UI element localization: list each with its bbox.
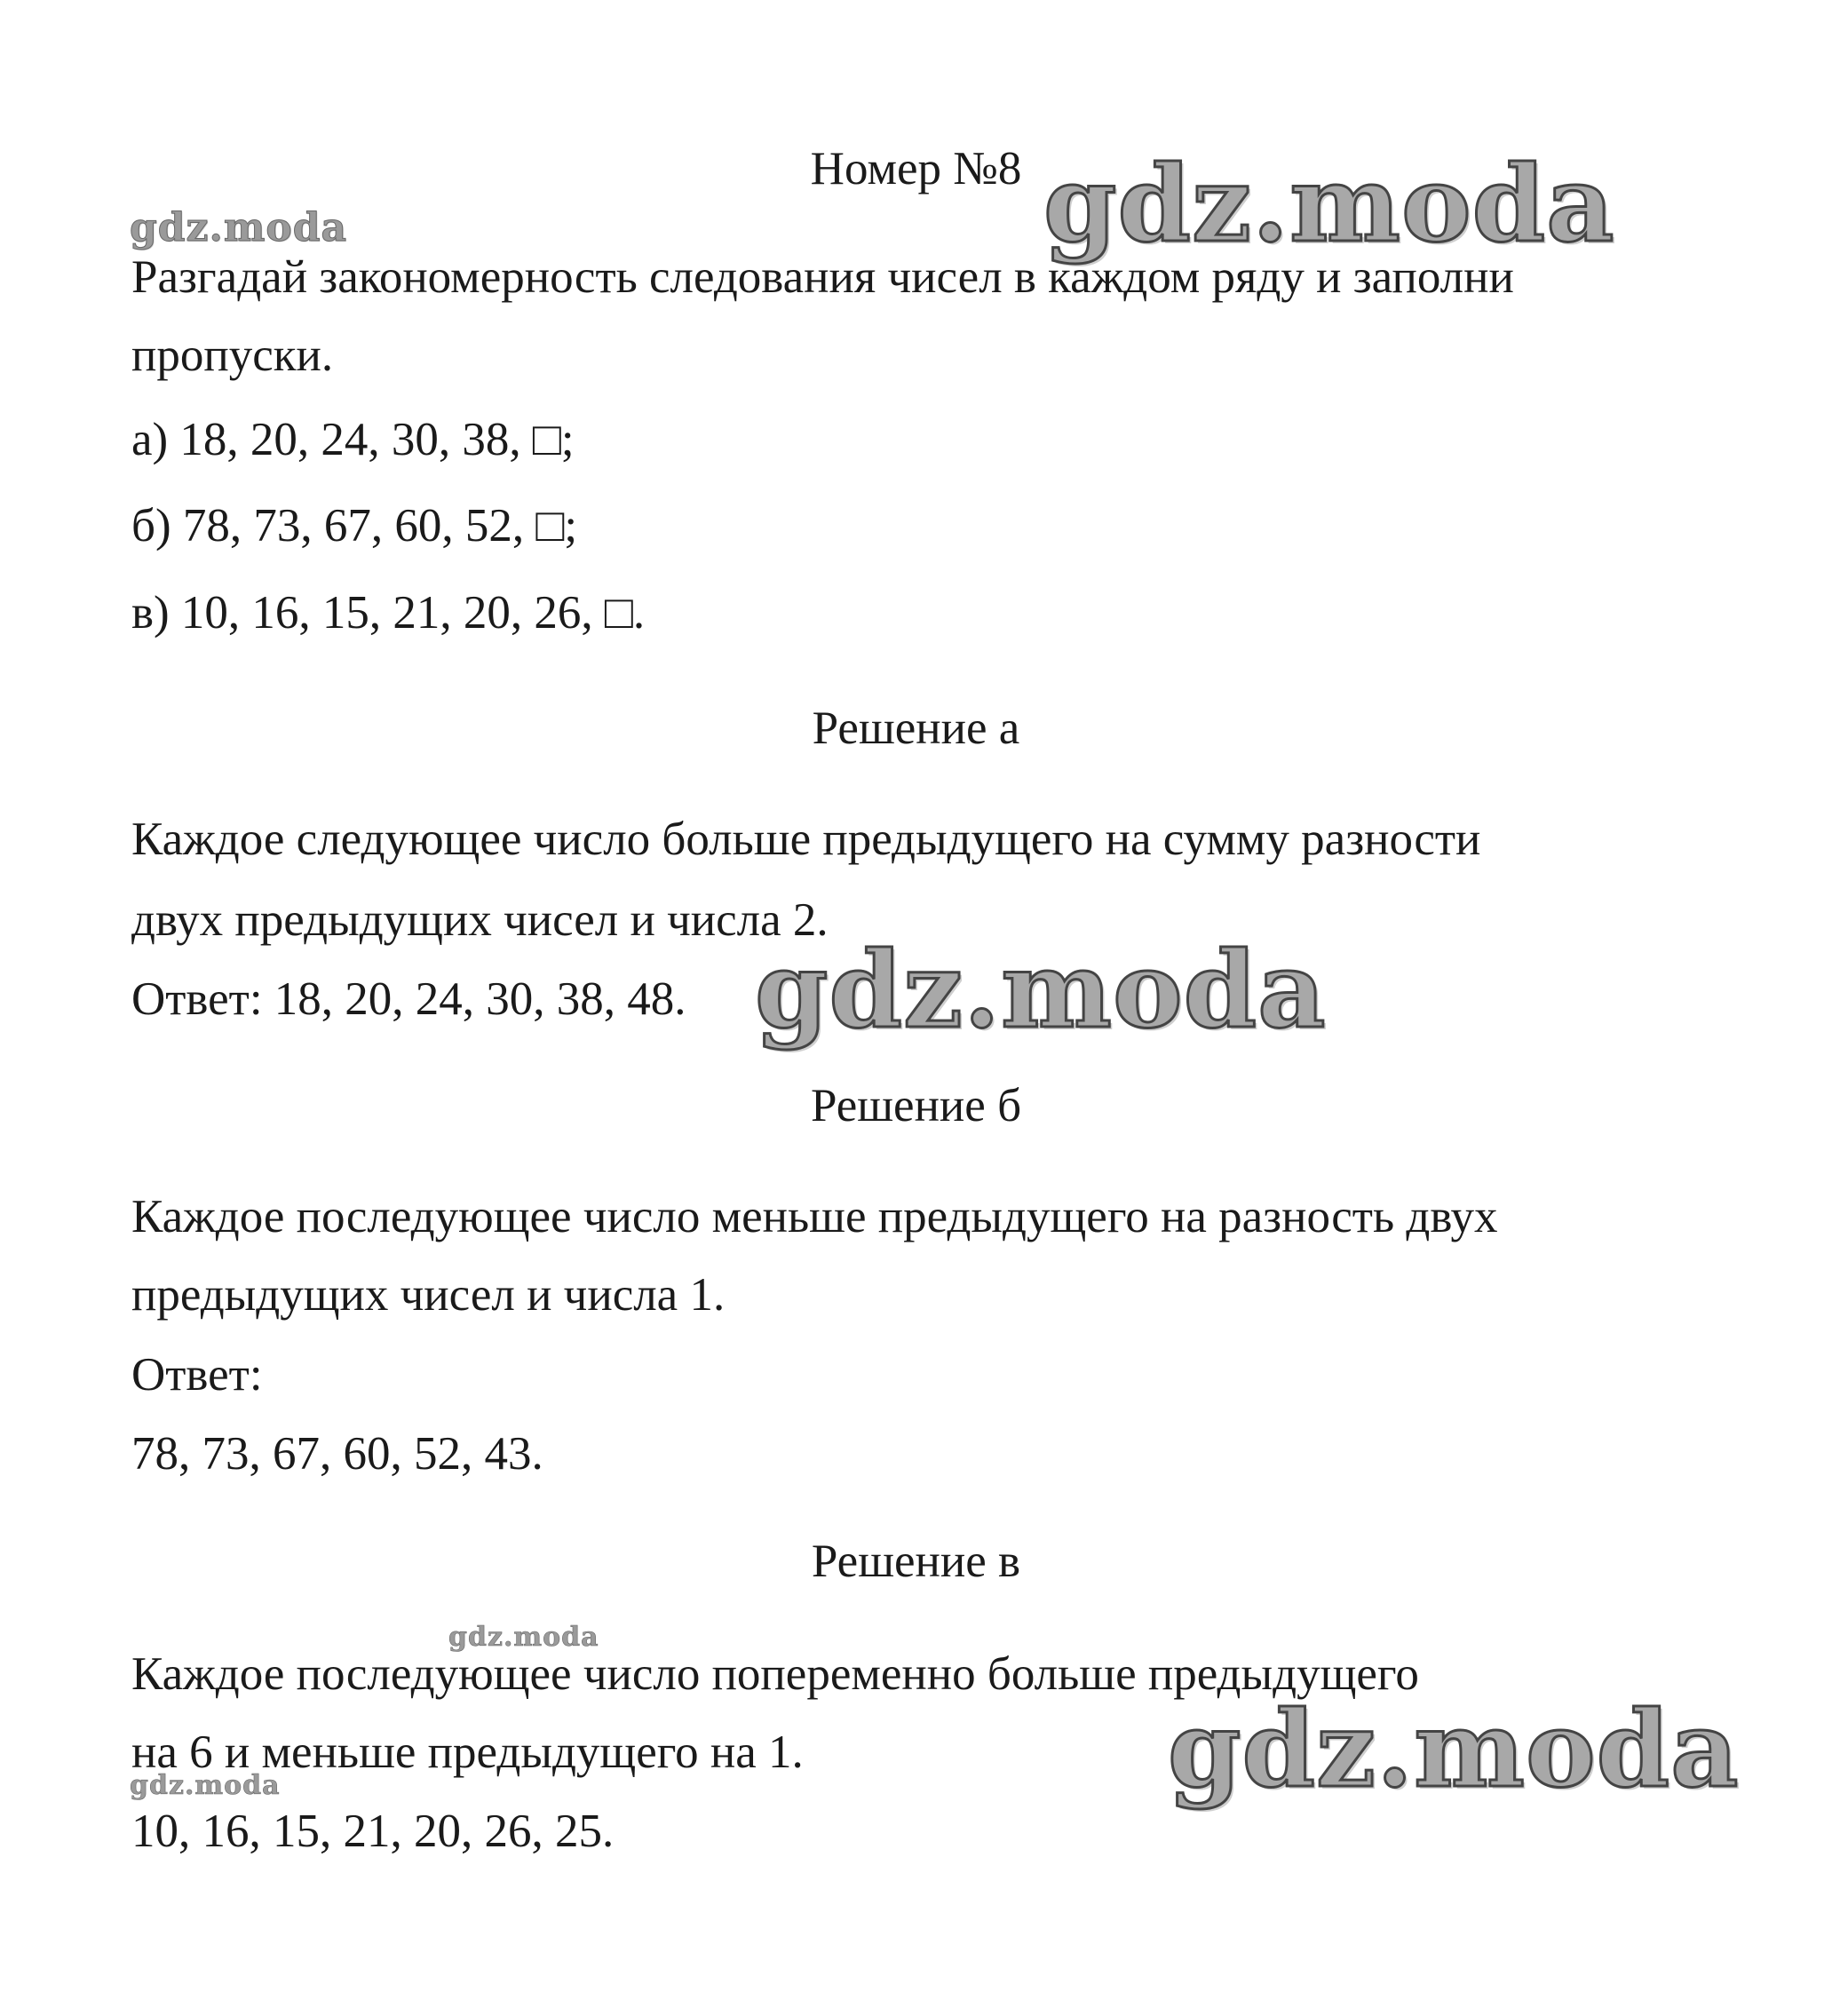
watermark-logo: gdz.moda	[755, 928, 1327, 1052]
watermark-logo: gdz.moda	[130, 205, 348, 250]
solution-b-answer: 78, 73, 67, 60, 52, 43.	[131, 1428, 543, 1480]
solution-b-answer-label: Ответ:	[131, 1349, 263, 1401]
solution-b-line-1: Каждое последующее число меньше предыдущего на разность двух	[131, 1191, 1498, 1242]
solution-v-answer: 10, 16, 15, 21, 20, 26, 25.	[131, 1806, 615, 1857]
solution-a-heading: Решение а	[812, 702, 1020, 754]
solution-v-heading: Решение в	[811, 1536, 1021, 1587]
task-text-line-2: пропуски.	[131, 329, 334, 381]
watermark-logo: gdz.moda	[1043, 142, 1615, 266]
task-item-v: в) 10, 16, 15, 21, 20, 26, □.	[131, 587, 646, 639]
solution-v-line-1: Каждое последующее число попеременно больше предыдущего	[131, 1648, 1419, 1700]
task-text-line-1: Разгадай закономерность следования чисел в каждом ряду и заполни	[131, 251, 1514, 303]
solution-a-answer: Ответ: 18, 20, 24, 30, 38, 48.	[131, 973, 686, 1025]
solution-a-line-2: двух предыдущих чисел и числа 2.	[131, 894, 829, 946]
task-item-b: б) 78, 73, 67, 60, 52, □;	[131, 500, 578, 552]
solution-a-line-1: Каждое следующее число больше предыдущего на сумму разности	[131, 814, 1481, 865]
watermark-logo: gdz.moda	[130, 1770, 281, 1801]
solution-b-line-2: предыдущих чисел и числа 1.	[131, 1269, 726, 1321]
solution-v-line-2: на 6 и меньше предыдущего на 1.	[131, 1726, 804, 1778]
task-item-a: а) 18, 20, 24, 30, 38, □;	[131, 414, 575, 465]
watermark-logo: gdz.moda	[1168, 1687, 1740, 1811]
solution-b-heading: Решение б	[810, 1080, 1022, 1131]
watermark-logo: gdz.moda	[448, 1622, 599, 1653]
page-title: Номер №8	[810, 143, 1022, 194]
